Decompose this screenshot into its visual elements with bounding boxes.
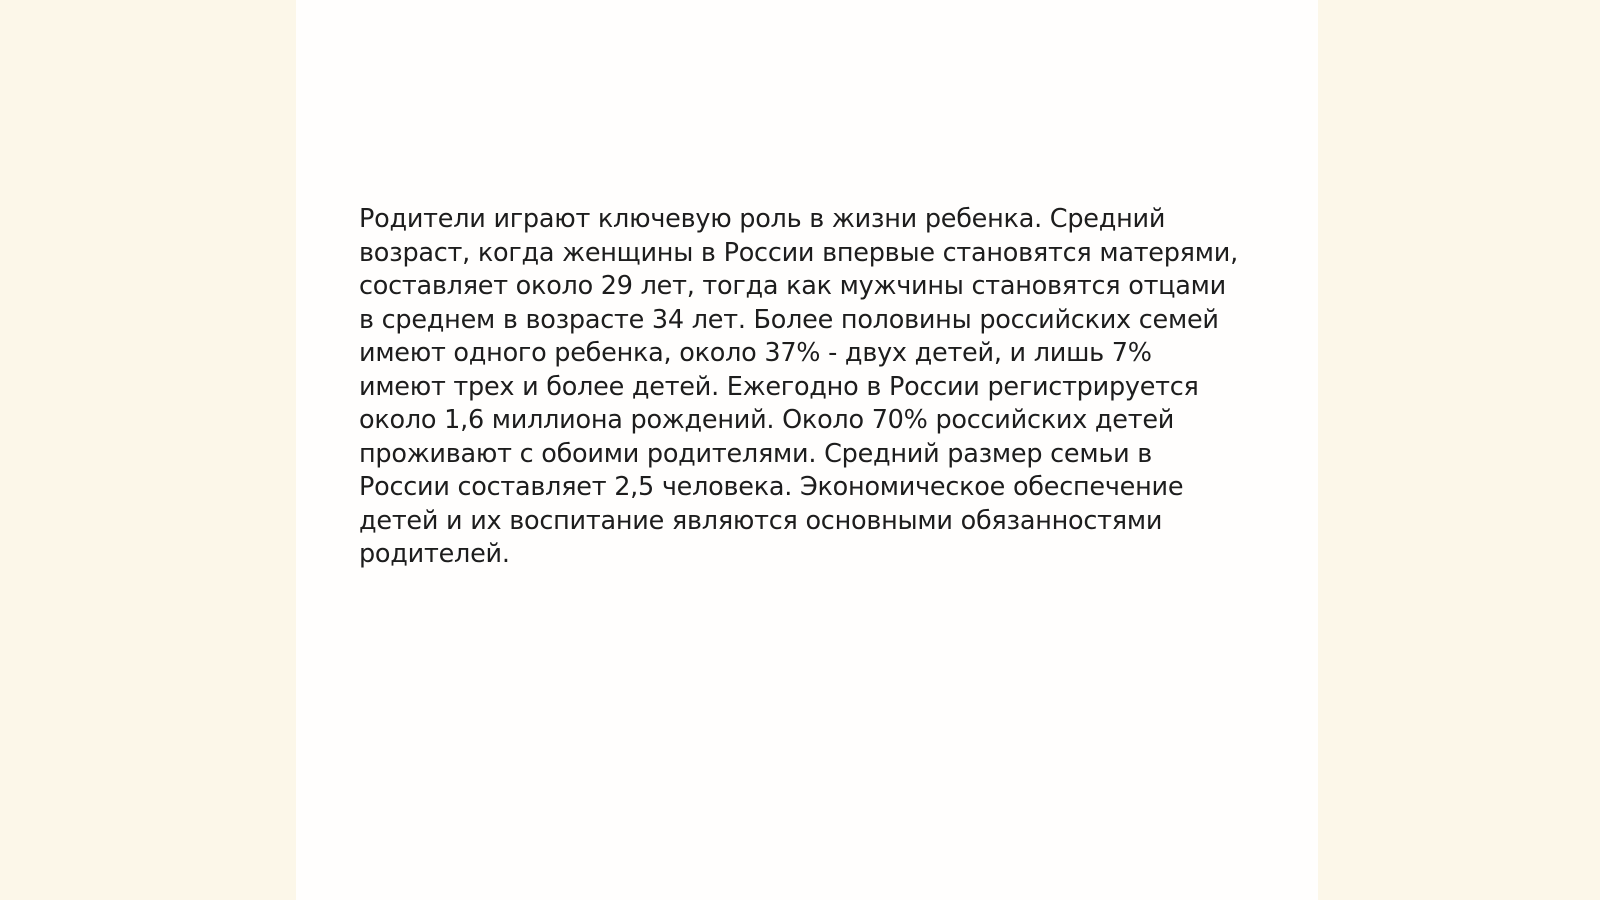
slide-body-text: Родители играют ключевую роль в жизни ребенка. Средний возраст, когда женщины в России впервые становятся матерями, составляет около 29 лет, тогда как мужчины становятся отцами в среднем в возрасте 34 лет. Более половины российских семей имеют одного ребенка, около 37% - двух детей, и лишь 7% имеют трех и более детей. Ежегодно в России регистрируется около 1,6 миллиона рождений. Около 70% российских детей проживают с обоими родителями. Средний размер семьи в России составляет 2,5 человека. Экономическое обеспечение детей и их воспитание являются основными обязанностями родителей. xyxy=(359,204,1238,569)
slide-page xyxy=(296,0,1318,900)
